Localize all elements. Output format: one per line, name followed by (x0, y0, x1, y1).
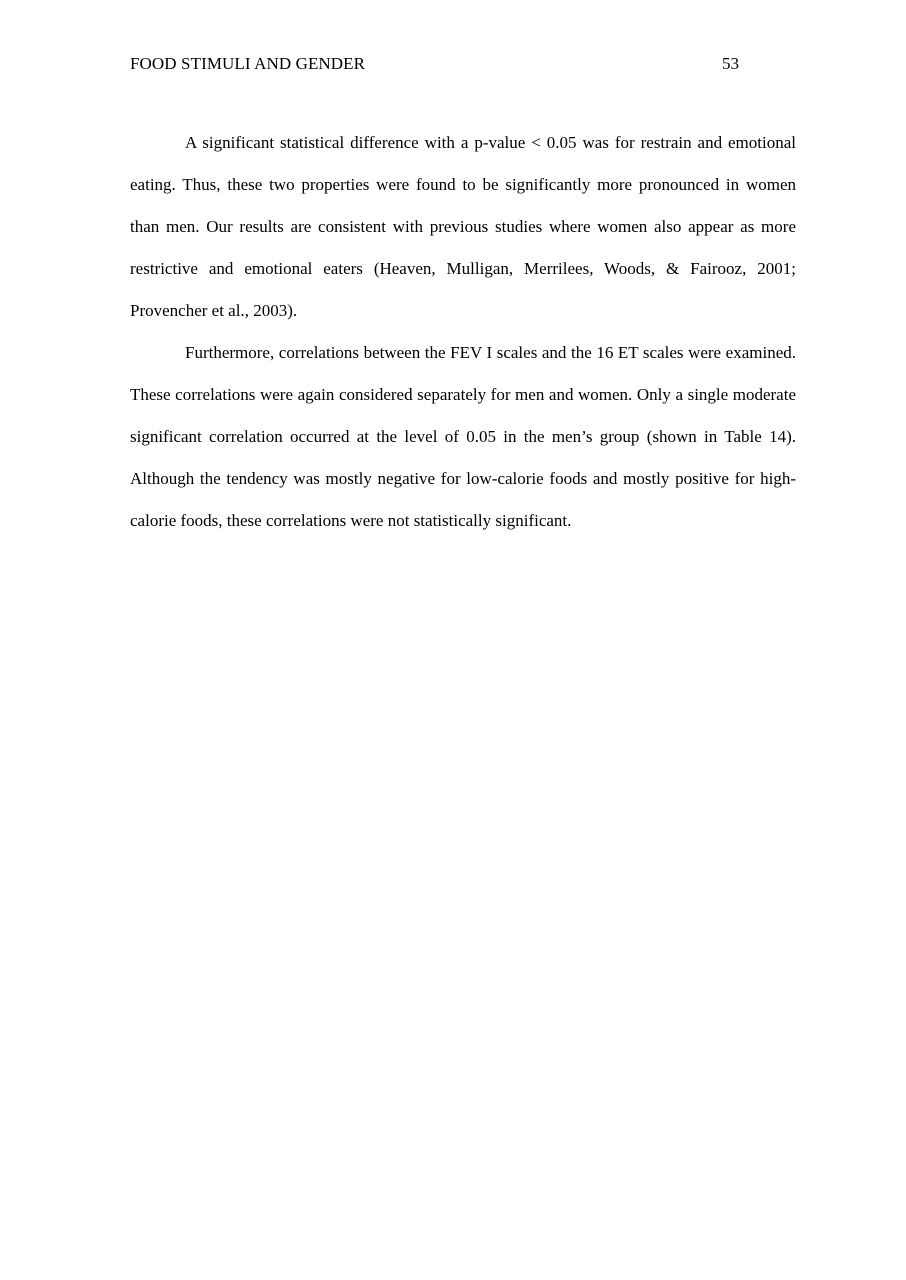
paragraph: A significant statistical difference with a p-value < 0.05 was for restrain and emotional eating. Thus, these two properties were found to be significantly more pronounced in women than men. Our results are consistent with previous studies where women also appear as more restrictive and emotional eaters (Heaven, Mulligan, Merrilees, Woods, & Fairooz, 2001; Provencher et al., 2003). (130, 133, 796, 320)
paragraph: Furthermore, correlations between the FEV I scales and the 16 ET scales were examined. These correlations were again considered separately for men and women. Only a single moderate significant correlation occurred at the level of 0.05 in the men’s group (shown in Table 14). Although the tendency was mostly negative for low-calorie foods and mostly positive for high-calorie foods, these correlations were not statistically significant. (130, 343, 796, 530)
body-text (130, 122, 796, 542)
running-head: FOOD STIMULI AND GENDER (130, 54, 366, 73)
page-number: 53 (722, 54, 739, 73)
